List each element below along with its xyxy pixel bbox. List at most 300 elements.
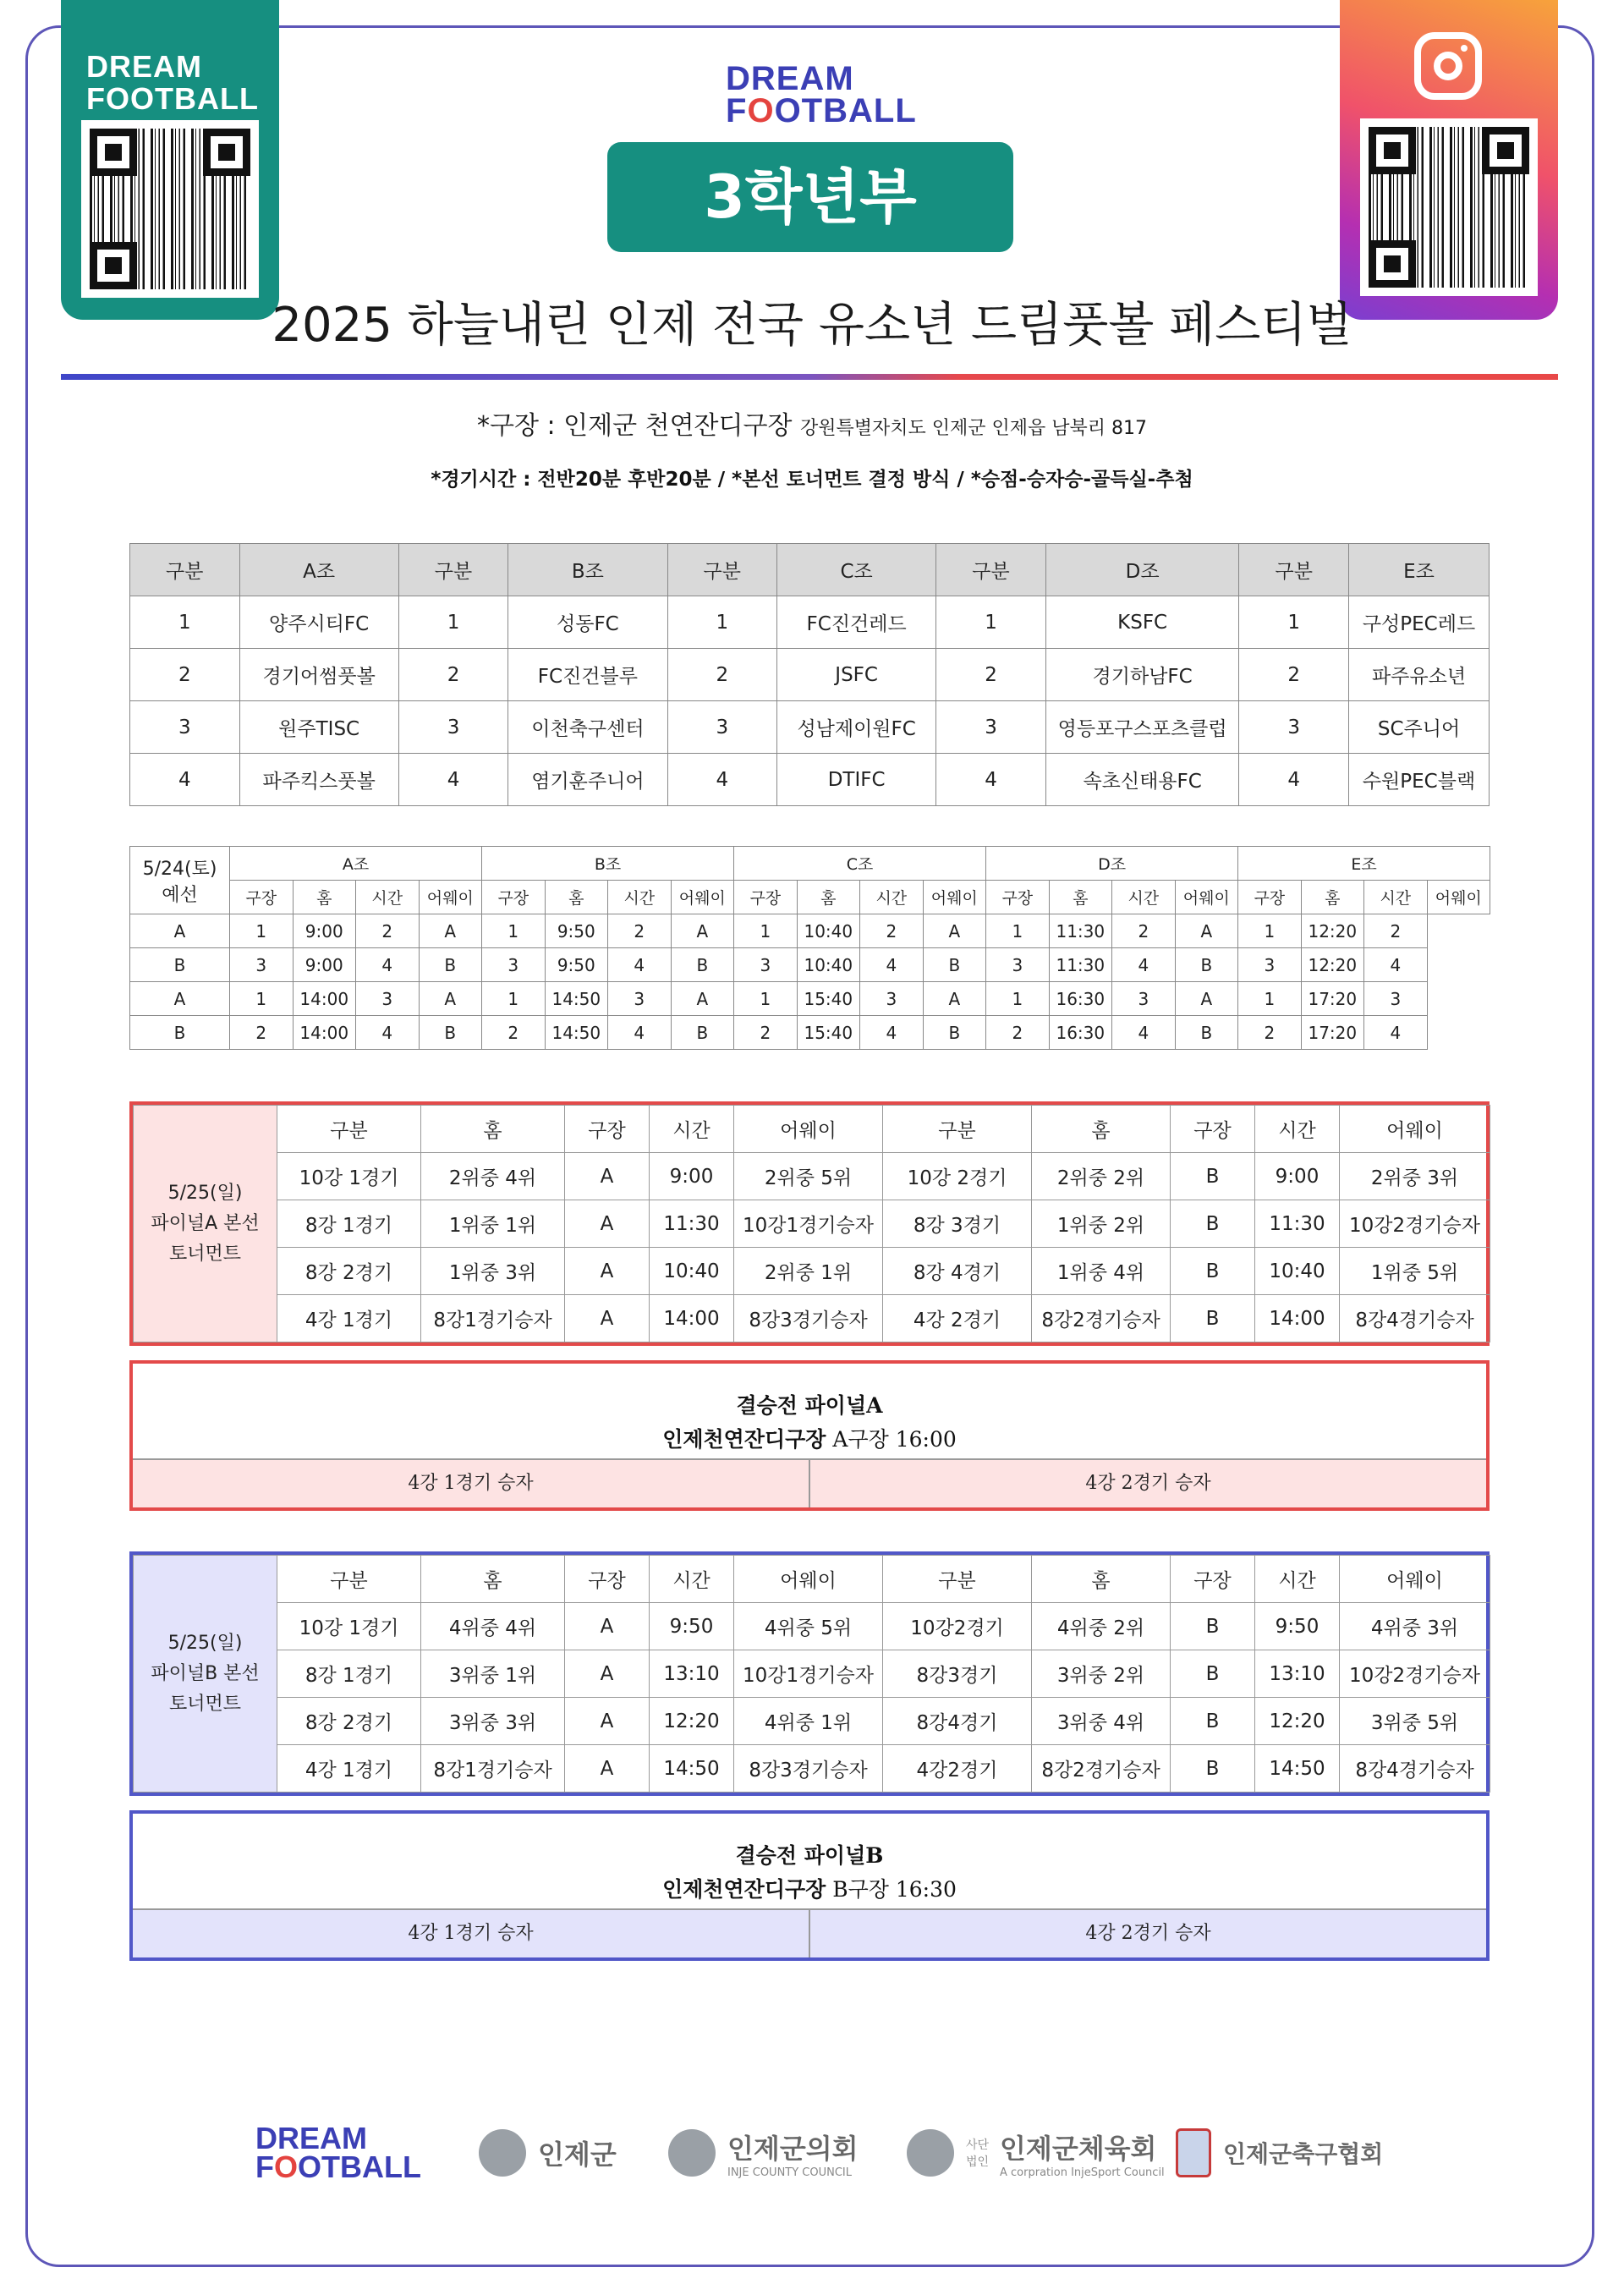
prelim-cell: B	[1175, 948, 1238, 982]
ko-cell: 13:10	[1255, 1650, 1340, 1698]
ko-cell: 1위중 4위	[1032, 1248, 1171, 1295]
prelim-cell: 2	[734, 1016, 798, 1050]
ko-cell: 2위중 2위	[1032, 1153, 1171, 1200]
ko-header: 구분	[883, 1106, 1032, 1153]
ko-cell: 9:00	[1255, 1153, 1340, 1200]
team-name: 영등포구스포츠클럽	[1045, 701, 1239, 754]
prelim-subheader: 홈	[1049, 881, 1112, 914]
sponsor-football-assoc: 인제군축구협회	[1176, 2119, 1383, 2187]
prelim-cell: 2	[482, 1016, 546, 1050]
prelim-cell: 3	[860, 982, 924, 1016]
ko-cell: 14:00	[1255, 1295, 1340, 1342]
ko-cell: 10:40	[650, 1248, 734, 1295]
prelim-subheader: 구장	[482, 881, 546, 914]
ko-cell: 10강1경기승자	[734, 1650, 883, 1698]
team-name: 속초신태용FC	[1045, 754, 1239, 806]
ko-header: 시간	[1255, 1556, 1340, 1603]
group-row-number: 3	[130, 701, 240, 754]
final-title: 결승전 파이널B	[735, 1843, 884, 1868]
table-row	[130, 948, 1490, 982]
prelim-subheader: 어웨이	[1427, 881, 1490, 914]
prelim-subheader: 구장	[1238, 881, 1302, 914]
ko-cell: 8강 4경기	[883, 1248, 1032, 1295]
ko-header: 홈	[421, 1556, 565, 1603]
ko-cell: 10강 2경기	[883, 1153, 1032, 1200]
ko-cell: B	[1171, 1745, 1255, 1793]
ko-header: 구분	[277, 1556, 421, 1603]
prelim-cell: 2	[356, 914, 420, 948]
final-right-team: 4강 2경기 승자	[809, 1910, 1486, 1957]
group-row-number: 4	[1239, 754, 1349, 806]
venue-line	[0, 404, 1624, 442]
ko-cell: 10강2경기승자	[1340, 1650, 1490, 1698]
ko-cell: 4위중 4위	[421, 1603, 565, 1650]
group-row-number: 1	[398, 596, 508, 649]
final-left-team: 4강 1경기 승자	[408, 1473, 534, 1494]
prelim-subheader: 어웨이	[923, 881, 986, 914]
ko-cell: B	[1171, 1650, 1255, 1698]
qr-code	[81, 120, 259, 298]
prelim-cell: 9:00	[293, 948, 356, 982]
group-row-number: 3	[1239, 701, 1349, 754]
ko-cell: 10강2경기	[883, 1603, 1032, 1650]
prelim-subheader: 어웨이	[671, 881, 734, 914]
team-name: 성남제이원FC	[777, 701, 936, 754]
prelim-cell: 9:50	[545, 914, 608, 948]
ko-cell: 8강1경기승자	[421, 1295, 565, 1342]
ko-cell: 12:20	[1255, 1698, 1340, 1745]
ko-cell: 10강 1경기	[277, 1603, 421, 1650]
prelim-cell: 2	[1238, 1016, 1302, 1050]
title-divider	[61, 374, 1558, 380]
group-row-number: 2	[398, 649, 508, 701]
prelim-cell: 11:30	[1049, 948, 1112, 982]
prelim-subheader: 시간	[1364, 881, 1428, 914]
table-row	[134, 1650, 1490, 1698]
ko-cell: 4위중 2위	[1032, 1603, 1171, 1650]
prelim-cell: A	[419, 982, 482, 1016]
team-name: 성동FC	[508, 596, 667, 649]
ko-cell: 8강 1경기	[277, 1650, 421, 1698]
ko-cell: 3위중 4위	[1032, 1698, 1171, 1745]
col-label: 구분	[130, 544, 240, 596]
ko-cell: A	[565, 1603, 650, 1650]
prelim-cell: 4	[608, 948, 672, 982]
prelim-cell: 1	[1238, 914, 1302, 948]
ko-cell: 2위중 3위	[1340, 1153, 1490, 1200]
ko-header: 어웨이	[734, 1556, 883, 1603]
ko-cell: 8강 3경기	[883, 1200, 1032, 1248]
ko-cell: 2위중 4위	[421, 1153, 565, 1200]
final-left-team: 4강 1경기 승자	[408, 1923, 534, 1944]
ko-cell: 11:30	[650, 1200, 734, 1248]
ko-cell: 1위중 5위	[1340, 1248, 1490, 1295]
ko-cell: 8강 2경기	[277, 1698, 421, 1745]
prelim-stage: 예선	[162, 884, 198, 906]
ko-cell: 1위중 3위	[421, 1248, 565, 1295]
prelim-cell: 16:30	[1049, 1016, 1112, 1050]
prelim-cell: 2	[230, 1016, 294, 1050]
instagram-icon	[1414, 32, 1482, 100]
prelim-cell: 4	[608, 1016, 672, 1050]
prelim-subheader: 홈	[293, 881, 356, 914]
group-row-number: 2	[936, 649, 1046, 701]
prelim-subheader: 홈	[545, 881, 608, 914]
prelim-cell: 4	[1112, 948, 1176, 982]
prelim-cell: B	[419, 1016, 482, 1050]
group-name: D조	[1045, 544, 1239, 596]
table-row	[130, 982, 1490, 1016]
sponsor-footer	[0, 2119, 1624, 2187]
prelim-cell: B	[923, 948, 986, 982]
prelim-day-cell	[130, 847, 230, 914]
group-row-number: 4	[936, 754, 1046, 806]
prelim-cell: A	[671, 982, 734, 1016]
team-name: 파주킥스풋볼	[239, 754, 398, 806]
final-time: 16:30	[895, 1877, 957, 1902]
ko-cell: 8강3경기승자	[734, 1295, 883, 1342]
ko-cell: B	[1171, 1295, 1255, 1342]
prelim-cell: 3	[1364, 982, 1428, 1016]
prelim-cell: 1	[986, 982, 1050, 1016]
ko-cell: 8강2경기승자	[1032, 1295, 1171, 1342]
group-row-number: 1	[936, 596, 1046, 649]
prelim-cell: 11:30	[1049, 914, 1112, 948]
prelim-cell: 14:00	[293, 1016, 356, 1050]
ko-cell: 14:00	[650, 1295, 734, 1342]
group-name: E조	[1349, 544, 1490, 596]
ko-cell: 14:50	[1255, 1745, 1340, 1793]
table-row	[134, 1295, 1490, 1342]
ko-cell: 12:20	[650, 1698, 734, 1745]
prelim-cell: 2	[860, 914, 924, 948]
grade-badge: 3학년부	[607, 142, 1013, 252]
prelim-subheader: 구장	[734, 881, 798, 914]
ko-cell: 8강4경기승자	[1340, 1295, 1490, 1342]
prelim-cell: 2	[1112, 914, 1176, 948]
prelim-cell: 3	[230, 948, 294, 982]
final-a-label: 5/25(일) 파이널A 본선 토너먼트	[134, 1106, 277, 1342]
ko-cell: A	[565, 1745, 650, 1793]
inje-emblem-icon	[479, 2129, 526, 2177]
ko-cell: 13:10	[650, 1650, 734, 1698]
ko-cell: A	[565, 1650, 650, 1698]
table-row	[134, 1745, 1490, 1793]
ko-header: 구장	[565, 1556, 650, 1603]
prelim-cell: 17:20	[1301, 1016, 1364, 1050]
prelim-cell: 1	[986, 914, 1050, 948]
prelim-cell: 17:20	[1301, 982, 1364, 1016]
ko-cell: 8강4경기승자	[1340, 1745, 1490, 1793]
prelim-cell: 1	[230, 982, 294, 1016]
team-name: 경기하남FC	[1045, 649, 1239, 701]
ko-header: 시간	[1255, 1106, 1340, 1153]
table-row	[134, 1248, 1490, 1295]
prelim-cell: 10:40	[797, 914, 860, 948]
prelim-cell: A	[1175, 914, 1238, 948]
venue-label: *구장 : 인제군 천연잔디구장	[476, 411, 793, 441]
qr-card-instagram[interactable]	[1340, 0, 1558, 320]
team-name: KSFC	[1045, 596, 1239, 649]
prelim-cell: 4	[356, 948, 420, 982]
prelim-cell: 4	[1112, 1016, 1176, 1050]
prelim-cell: B	[923, 1016, 986, 1050]
prelim-subheader: 시간	[608, 881, 672, 914]
final-right-team: 4강 2경기 승자	[809, 1460, 1486, 1507]
table-row	[130, 1016, 1490, 1050]
prelim-cell: 1	[1238, 982, 1302, 1016]
team-name: 파주유소년	[1349, 649, 1490, 701]
group-name: B조	[508, 544, 667, 596]
ko-cell: 8강2경기승자	[1032, 1745, 1171, 1793]
ko-cell: 9:50	[1255, 1603, 1340, 1650]
prelim-date: 5/24(토)	[142, 858, 217, 880]
prelim-subheader-row	[130, 881, 1490, 914]
ko-cell: 8강 2경기	[277, 1248, 421, 1295]
prelim-cell: A	[419, 914, 482, 948]
final-a-bracket	[129, 1101, 1490, 1346]
group-name: A조	[239, 544, 398, 596]
prelim-subheader: 어웨이	[1175, 881, 1238, 914]
col-label: 구분	[1239, 544, 1349, 596]
final-b-bracket	[129, 1551, 1490, 1796]
prelim-cell: 3	[356, 982, 420, 1016]
prelim-cell: B	[671, 1016, 734, 1050]
team-name: 염기훈주니어	[508, 754, 667, 806]
prelim-group-row	[130, 847, 1490, 881]
final-field: B구장	[832, 1877, 889, 1902]
team-name: 경기어썸풋볼	[239, 649, 398, 701]
prelim-cell: 4	[860, 1016, 924, 1050]
prelim-schedule-table	[129, 846, 1490, 1050]
group-row-number: 2	[667, 649, 777, 701]
group-row-number: 3	[936, 701, 1046, 754]
col-label: 구분	[936, 544, 1046, 596]
table-row	[130, 701, 1490, 754]
ko-header-row	[134, 1106, 1490, 1153]
team-name: JSFC	[777, 649, 936, 701]
ko-header: 구분	[277, 1106, 421, 1153]
ko-cell: 8강3경기	[883, 1650, 1032, 1698]
prelim-cell: 1	[734, 982, 798, 1016]
team-name: 수원PEC블랙	[1349, 754, 1490, 806]
group-header-row	[130, 544, 1490, 596]
ko-cell: 9:50	[650, 1603, 734, 1650]
ko-cell: 8강3경기승자	[734, 1745, 883, 1793]
group-row-number: 1	[667, 596, 777, 649]
ko-cell: 1위중 1위	[421, 1200, 565, 1248]
team-name: FC진건블루	[508, 649, 667, 701]
final-venue: 인제천연잔디구장	[662, 1877, 826, 1902]
team-name: SC주니어	[1349, 701, 1490, 754]
football-assoc-shield-icon	[1176, 2128, 1211, 2177]
team-name: FC진건레드	[777, 596, 936, 649]
table-row	[130, 649, 1490, 701]
ko-header: 홈	[1032, 1556, 1171, 1603]
ko-header: 어웨이	[734, 1106, 883, 1153]
final-time: 16:00	[895, 1427, 957, 1452]
ko-cell: 3위중 1위	[421, 1650, 565, 1698]
final-a-match	[129, 1360, 1490, 1511]
ko-cell: 3위중 5위	[1340, 1698, 1490, 1745]
prelim-cell: 1	[482, 914, 546, 948]
prelim-group: A조	[230, 847, 482, 881]
prelim-cell: 2	[1364, 914, 1428, 948]
ko-cell: 3위중 3위	[421, 1698, 565, 1745]
group-row-number: 4	[130, 754, 240, 806]
team-name: 양주시티FC	[239, 596, 398, 649]
prelim-cell: 9:00	[293, 914, 356, 948]
prelim-cell: 4	[1364, 1016, 1428, 1050]
prelim-subheader: 홈	[797, 881, 860, 914]
group-row-number: 2	[130, 649, 240, 701]
prelim-cell: A	[923, 914, 986, 948]
ko-cell: 8강1경기승자	[421, 1745, 565, 1793]
council-seal-icon	[668, 2129, 716, 2177]
ko-cell: 11:30	[1255, 1200, 1340, 1248]
prelim-group: D조	[986, 847, 1238, 881]
prelim-cell: A	[130, 914, 230, 948]
prelim-subheader: 시간	[356, 881, 420, 914]
table-row	[134, 1200, 1490, 1248]
final-venue: 인제천연잔디구장	[662, 1427, 826, 1452]
table-row	[134, 1603, 1490, 1650]
prelim-cell: 1	[482, 982, 546, 1016]
team-name: 이천축구센터	[508, 701, 667, 754]
prelim-cell: A	[671, 914, 734, 948]
ko-cell: 4강2경기	[883, 1745, 1032, 1793]
prelim-subheader: 구장	[986, 881, 1050, 914]
sports-council-emblem-icon	[907, 2129, 954, 2177]
ko-header: 시간	[650, 1556, 734, 1603]
prelim-cell: 3	[1112, 982, 1176, 1016]
ko-cell: 2위중 5위	[734, 1153, 883, 1200]
group-row-number: 1	[130, 596, 240, 649]
prelim-group: C조	[734, 847, 986, 881]
prelim-cell: 1	[734, 914, 798, 948]
ko-cell: 4위중 3위	[1340, 1603, 1490, 1650]
ko-cell: 4위중 5위	[734, 1603, 883, 1650]
ko-cell: 4강 1경기	[277, 1295, 421, 1342]
dream-football-logo: DREAM FOOTBALL	[86, 49, 259, 116]
prelim-group: E조	[1238, 847, 1490, 881]
ko-cell: 2위중 1위	[734, 1248, 883, 1295]
prelim-subheader: 구장	[230, 881, 294, 914]
table-row	[130, 754, 1490, 806]
prelim-cell: 3	[986, 948, 1050, 982]
prelim-subheader: 시간	[860, 881, 924, 914]
prelim-cell: 4	[1364, 948, 1428, 982]
prelim-cell: B	[130, 948, 230, 982]
prelim-cell: 12:20	[1301, 914, 1364, 948]
ko-cell: 8강 1경기	[277, 1200, 421, 1248]
ko-cell: 4위중 1위	[734, 1698, 883, 1745]
prelim-cell: 2	[986, 1016, 1050, 1050]
prelim-subheader: 어웨이	[419, 881, 482, 914]
prelim-subheader: 시간	[1112, 881, 1176, 914]
prelim-cell: 12:20	[1301, 948, 1364, 982]
ko-header: 홈	[1032, 1106, 1171, 1153]
dream-football-logo: DREAM FOOTBALL	[255, 2121, 421, 2184]
ko-cell: B	[1171, 1200, 1255, 1248]
final-b-label: 5/25(일) 파이널B 본선 토너먼트	[134, 1556, 277, 1793]
ko-cell: B	[1171, 1698, 1255, 1745]
ko-header: 어웨이	[1340, 1106, 1490, 1153]
prelim-cell: 4	[860, 948, 924, 982]
prelim-subheader: 홈	[1301, 881, 1364, 914]
ko-header: 구분	[883, 1556, 1032, 1603]
ko-cell: 4강 1경기	[277, 1745, 421, 1793]
ko-cell: A	[565, 1295, 650, 1342]
final-b-match	[129, 1810, 1490, 1961]
sponsor-council: 인제군의회 INJE COUNTY COUNCIL	[668, 2119, 859, 2187]
venue-address: 강원특별자치도 인제군 인제읍 남북리 817	[800, 418, 1148, 439]
prelim-cell: 2	[608, 914, 672, 948]
prelim-cell: 1	[230, 914, 294, 948]
ko-header: 홈	[421, 1106, 565, 1153]
group-row-number: 3	[667, 701, 777, 754]
prelim-cell: 10:40	[797, 948, 860, 982]
ko-cell: A	[565, 1698, 650, 1745]
prelim-cell: 15:40	[797, 982, 860, 1016]
prelim-cell: 14:50	[545, 982, 608, 1016]
qr-code	[1360, 118, 1538, 296]
ko-cell: 8강4경기	[883, 1698, 1032, 1745]
prelim-cell: 15:40	[797, 1016, 860, 1050]
col-label: 구분	[398, 544, 508, 596]
ko-cell: 4강 2경기	[883, 1295, 1032, 1342]
team-name: 구성PEC레드	[1349, 596, 1490, 649]
ko-cell: 14:50	[650, 1745, 734, 1793]
prelim-cell: 14:50	[545, 1016, 608, 1050]
ko-header: 구장	[565, 1106, 650, 1153]
ko-header: 구장	[1171, 1106, 1255, 1153]
prelim-cell: 3	[482, 948, 546, 982]
ko-cell: 10강2경기승자	[1340, 1200, 1490, 1248]
team-name: DTIFC	[777, 754, 936, 806]
group-name: C조	[777, 544, 936, 596]
dream-football-logo: DREAM FOOTBALL	[726, 60, 917, 129]
ko-cell: A	[565, 1248, 650, 1295]
rules-line: *경기시간 : 전반20분 후반20분 / *본선 토너먼트 결정 방식 / *승점-승자승-골득실-추첨	[431, 469, 1193, 491]
col-label: 구분	[667, 544, 777, 596]
table-row	[130, 596, 1490, 649]
ko-cell: 3위중 2위	[1032, 1650, 1171, 1698]
prelim-cell: 16:30	[1049, 982, 1112, 1016]
ko-cell: B	[1171, 1603, 1255, 1650]
ko-cell: B	[1171, 1153, 1255, 1200]
qr-card-left[interactable]	[61, 0, 279, 320]
ko-cell: 9:00	[650, 1153, 734, 1200]
sponsor-sports-council: 사단법인 인제군체육회 A corpration InjeSport Council	[907, 2119, 1165, 2187]
ko-cell: B	[1171, 1248, 1255, 1295]
final-field: A구장	[832, 1427, 889, 1452]
ko-header: 구장	[1171, 1556, 1255, 1603]
final-title: 결승전 파이널A	[736, 1393, 883, 1418]
table-row	[134, 1153, 1490, 1200]
prelim-cell: A	[130, 982, 230, 1016]
team-name: 원주TISC	[239, 701, 398, 754]
ko-header: 시간	[650, 1106, 734, 1153]
table-row	[134, 1698, 1490, 1745]
ko-cell: 10강 1경기	[277, 1153, 421, 1200]
prelim-cell: B	[419, 948, 482, 982]
prelim-cell: 3	[734, 948, 798, 982]
prelim-cell: 14:00	[293, 982, 356, 1016]
prelim-cell: 9:50	[545, 948, 608, 982]
group-row-number: 2	[1239, 649, 1349, 701]
prelim-cell: 4	[356, 1016, 420, 1050]
